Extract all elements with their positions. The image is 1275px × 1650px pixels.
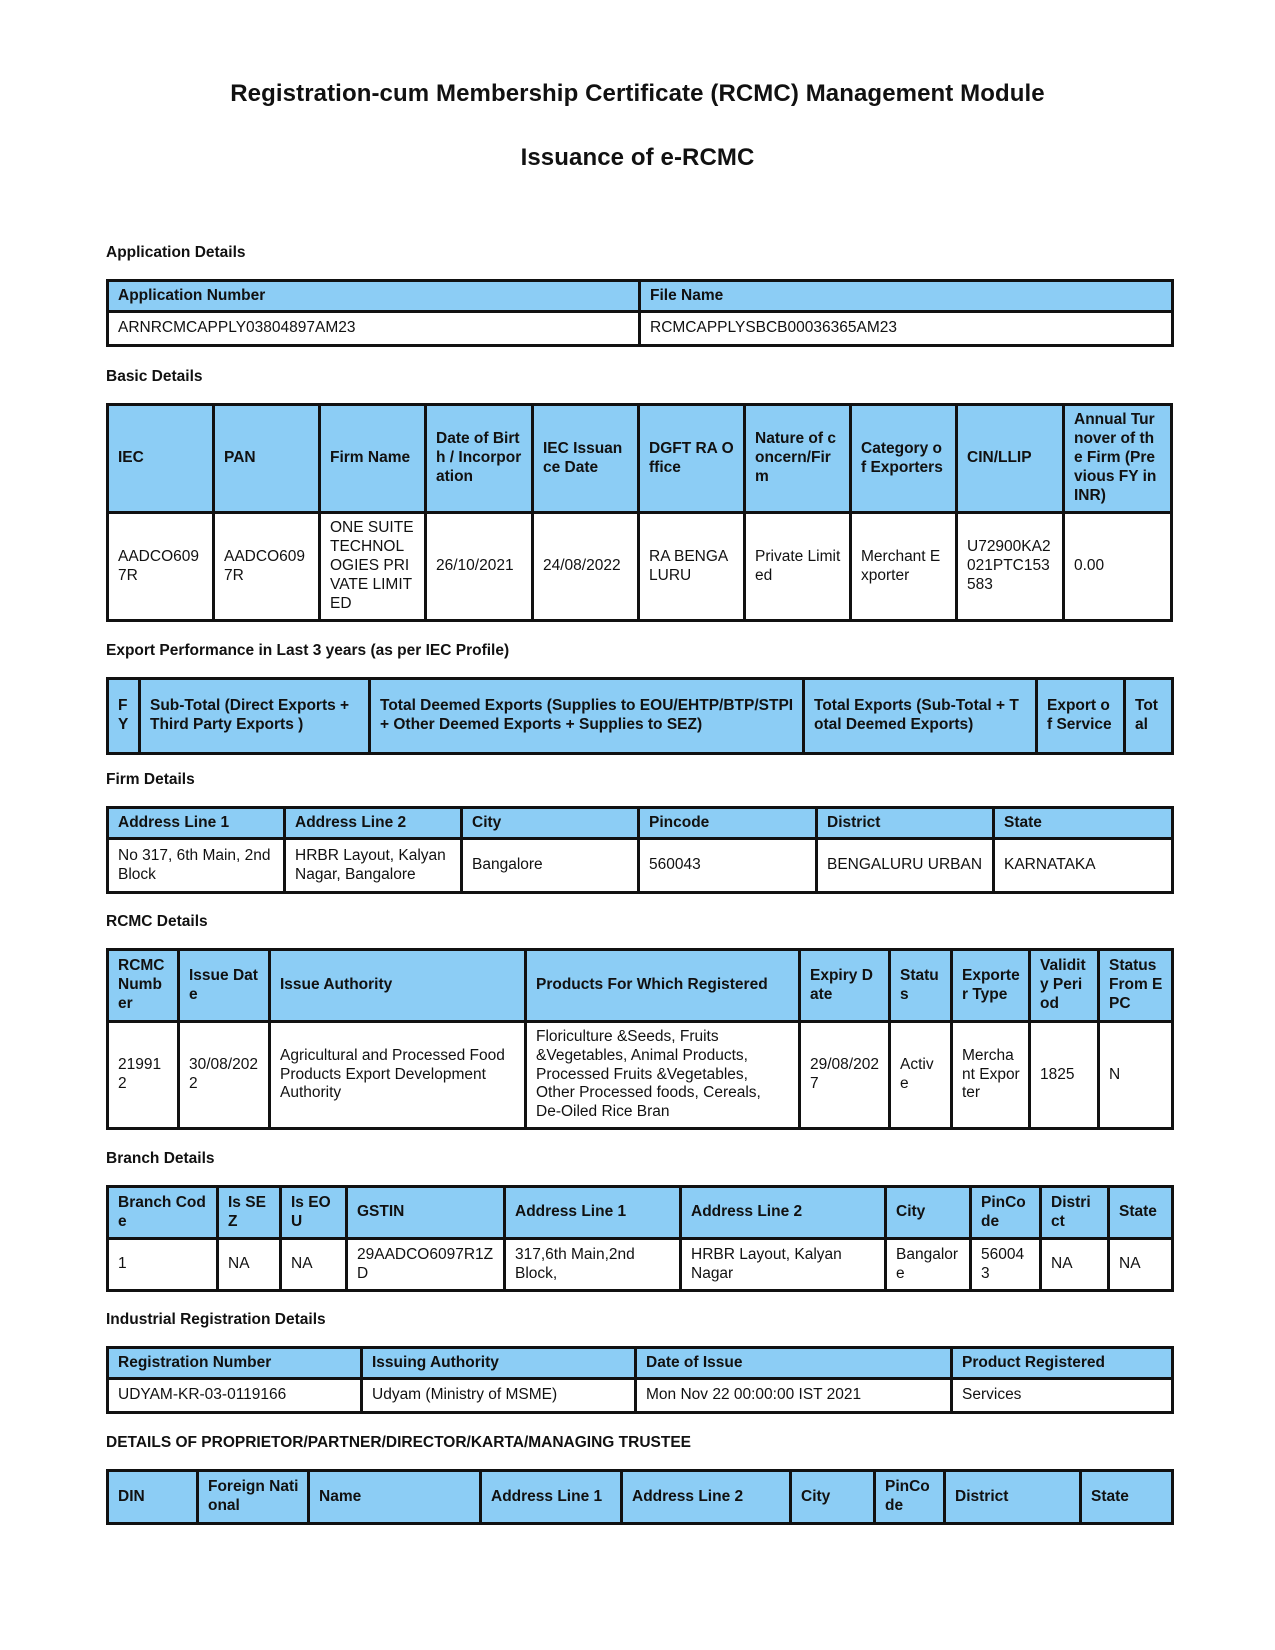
header-products-registered: Products For Which Registered [526, 950, 800, 1022]
header-proprietor-city: City [791, 1471, 875, 1524]
header-proprietor-address-line-2: Address Line 2 [622, 1471, 791, 1524]
table-header-row [108, 950, 1173, 1022]
table-row [108, 513, 1172, 621]
cell-is-eou: NA [281, 1239, 347, 1291]
section-branch-details: Branch Details [106, 1150, 215, 1167]
header-city: City [462, 808, 639, 839]
header-dgft-ra-office: DGFT RA Office [639, 405, 745, 513]
page-subtitle: Issuance of e-RCMC [520, 144, 755, 171]
cell-pan: AADCO6097R [214, 513, 320, 621]
cell-firm-name: ONE SUITE TECHNOLOGIES PRIVATE LIMITED [320, 513, 426, 621]
header-state: State [994, 808, 1173, 839]
cell-nature-of-concern: Private Limited [745, 513, 851, 621]
table-row [108, 1022, 1173, 1129]
header-file-name: File Name [640, 281, 1173, 312]
firm-details-table [106, 806, 1174, 894]
cell-issuing-authority: Udyam (Ministry of MSME) [362, 1379, 636, 1413]
cell-annual-turnover: 0.00 [1064, 513, 1172, 621]
header-branch-state: State [1109, 1187, 1173, 1239]
cell-status-from-epc: N [1099, 1022, 1173, 1129]
header-iec: IEC [108, 405, 214, 513]
header-validity-period: Validity Period [1030, 950, 1099, 1022]
header-din: DIN [108, 1471, 198, 1524]
cell-branch-district: NA [1041, 1239, 1109, 1291]
header-branch-city: City [886, 1187, 971, 1239]
cell-application-number: ARNRCMCAPPLY03804897AM23 [108, 312, 640, 346]
header-issue-date: Issue Date [179, 950, 270, 1022]
cell-file-name: RCMCAPPLYSBCB00036365AM23 [640, 312, 1173, 346]
table-header-row [108, 405, 1172, 513]
header-proprietor-address-line-1: Address Line 1 [481, 1471, 622, 1524]
section-rcmc-details: RCMC Details [106, 913, 208, 930]
cell-expiry-date: 29/08/2027 [800, 1022, 890, 1129]
header-category-of-exporters: Category of Exporters [851, 405, 957, 513]
table-header-row [108, 1348, 1173, 1379]
table-header-row [108, 808, 1173, 839]
header-is-eou: Is EOU [281, 1187, 347, 1239]
header-export-of-service: Export of Service [1037, 679, 1125, 754]
header-branch-district: District [1041, 1187, 1109, 1239]
cell-products-registered: Floriculture &Seeds, Fruits &Vegetables, Animal Products, Processed Fruits &Vegetables, Other Processed foods, Cereals, De-Oiled Rice Bran [526, 1022, 800, 1129]
page-title: Registration-cum Membership Certificate (RCMC) Management Module [230, 80, 1045, 107]
header-total: Total [1125, 679, 1173, 754]
cell-registration-number: UDYAM-KR-03-0119166 [108, 1379, 362, 1413]
cell-cin-llip: U72900KA2021PTC153583 [957, 513, 1064, 621]
cell-address-line-1: No 317, 6th Main, 2nd Block [108, 839, 285, 893]
branch-details-table [106, 1185, 1174, 1292]
cell-branch-code: 1 [108, 1239, 218, 1291]
header-total-exports: Total Exports (Sub-Total + Total Deemed Exports) [804, 679, 1037, 754]
header-branch-code: Branch Code [108, 1187, 218, 1239]
cell-branch-state: NA [1109, 1239, 1173, 1291]
cell-date-of-birth: 26/10/2021 [426, 513, 533, 621]
cell-city: Bangalore [462, 839, 639, 893]
cell-issue-authority: Agricultural and Processed Food Products Export Development Authority [270, 1022, 526, 1129]
cell-branch-address-line-1: 317,6th Main,2nd Block, [505, 1239, 681, 1291]
header-gstin: GSTIN [347, 1187, 505, 1239]
header-date-of-birth: Date of Birth / Incorporation [426, 405, 533, 513]
header-district: District [817, 808, 994, 839]
export-performance-table [106, 677, 1174, 755]
header-iec-issuance-date: IEC Issuance Date [533, 405, 639, 513]
header-branch-pincode: PinCode [971, 1187, 1041, 1239]
header-issuing-authority: Issuing Authority [362, 1348, 636, 1379]
section-proprietor-details: DETAILS OF PROPRIETOR/PARTNER/DIRECTOR/KARTA/MANAGING TRUSTEE [106, 1434, 691, 1451]
header-firm-name: Firm Name [320, 405, 426, 513]
section-firm-details: Firm Details [106, 771, 195, 788]
header-rcmc-number: RCMC Number [108, 950, 179, 1022]
header-issue-authority: Issue Authority [270, 950, 526, 1022]
cell-state: KARNATAKA [994, 839, 1173, 893]
table-header-row [108, 1187, 1173, 1239]
table-row [108, 1239, 1173, 1291]
table-header-row [108, 1471, 1173, 1524]
header-is-sez: Is SEZ [218, 1187, 281, 1239]
header-foreign-national: Foreign National [198, 1471, 309, 1524]
header-fy: FY [108, 679, 140, 754]
header-pincode: Pincode [639, 808, 817, 839]
header-branch-address-line-2: Address Line 2 [681, 1187, 886, 1239]
table-row [108, 839, 1173, 893]
table-row [108, 312, 1173, 346]
cell-validity-period: 1825 [1030, 1022, 1099, 1129]
cell-gstin: 29AADCO6097R1ZD [347, 1239, 505, 1291]
cell-product-registered: Services [952, 1379, 1173, 1413]
header-product-registered: Product Registered [952, 1348, 1173, 1379]
cell-iec: AADCO6097R [108, 513, 214, 621]
header-registration-number: Registration Number [108, 1348, 362, 1379]
header-exporter-type: Exporter Type [952, 950, 1030, 1022]
cell-category-of-exporters: Merchant Exporter [851, 513, 957, 621]
section-application-details: Application Details [106, 244, 246, 261]
proprietor-details-table [106, 1469, 1174, 1525]
header-proprietor-district: District [945, 1471, 1081, 1524]
header-status-from-epc: Status From EPC [1099, 950, 1173, 1022]
cell-branch-city: Bangalore [886, 1239, 971, 1291]
header-name: Name [309, 1471, 481, 1524]
header-status: Status [890, 950, 952, 1022]
header-proprietor-state: State [1081, 1471, 1173, 1524]
cell-dgft-ra-office: RA BENGALURU [639, 513, 745, 621]
header-address-line-1: Address Line 1 [108, 808, 285, 839]
header-nature-of-concern: Nature of concern/Firm [745, 405, 851, 513]
industrial-registration-table [106, 1346, 1174, 1414]
header-branch-address-line-1: Address Line 1 [505, 1187, 681, 1239]
table-row [108, 1379, 1173, 1413]
cell-pincode: 560043 [639, 839, 817, 893]
header-proprietor-pincode: PinCode [875, 1471, 945, 1524]
header-sub-total: Sub-Total (Direct Exports + Third Party Exports ) [140, 679, 370, 754]
basic-details-table [106, 403, 1173, 622]
section-industrial-registration: Industrial Registration Details [106, 1311, 326, 1328]
cell-is-sez: NA [218, 1239, 281, 1291]
cell-branch-address-line-2: HRBR Layout, Kalyan Nagar [681, 1239, 886, 1291]
cell-iec-issuance-date: 24/08/2022 [533, 513, 639, 621]
header-cin-llip: CIN/LLIP [957, 405, 1064, 513]
header-address-line-2: Address Line 2 [285, 808, 462, 839]
section-export-performance: Export Performance in Last 3 years (as per IEC Profile) [106, 642, 510, 659]
application-details-table [106, 279, 1174, 347]
cell-address-line-2: HRBR Layout, Kalyan Nagar, Bangalore [285, 839, 462, 893]
rcmc-details-table [106, 948, 1174, 1130]
cell-exporter-type: Merchant Exporter [952, 1022, 1030, 1129]
cell-status: Active [890, 1022, 952, 1129]
section-basic-details: Basic Details [106, 368, 203, 385]
table-header-row [108, 281, 1173, 312]
cell-district: BENGALURU URBAN [817, 839, 994, 893]
cell-rcmc-number: 219912 [108, 1022, 179, 1129]
header-expiry-date: Expiry Date [800, 950, 890, 1022]
header-date-of-issue: Date of Issue [636, 1348, 952, 1379]
table-header-row [108, 679, 1173, 754]
header-total-deemed-exports: Total Deemed Exports (Supplies to EOU/EHTP/BTP/STPI + Other Deemed Exports + Supplies to SEZ) [370, 679, 804, 754]
cell-date-of-issue: Mon Nov 22 00:00:00 IST 2021 [636, 1379, 952, 1413]
cell-issue-date: 30/08/2022 [179, 1022, 270, 1129]
header-application-number: Application Number [108, 281, 640, 312]
header-annual-turnover: Annual Turnover of the Firm (Previous FY in INR) [1064, 405, 1172, 513]
header-pan: PAN [214, 405, 320, 513]
cell-branch-pincode: 560043 [971, 1239, 1041, 1291]
